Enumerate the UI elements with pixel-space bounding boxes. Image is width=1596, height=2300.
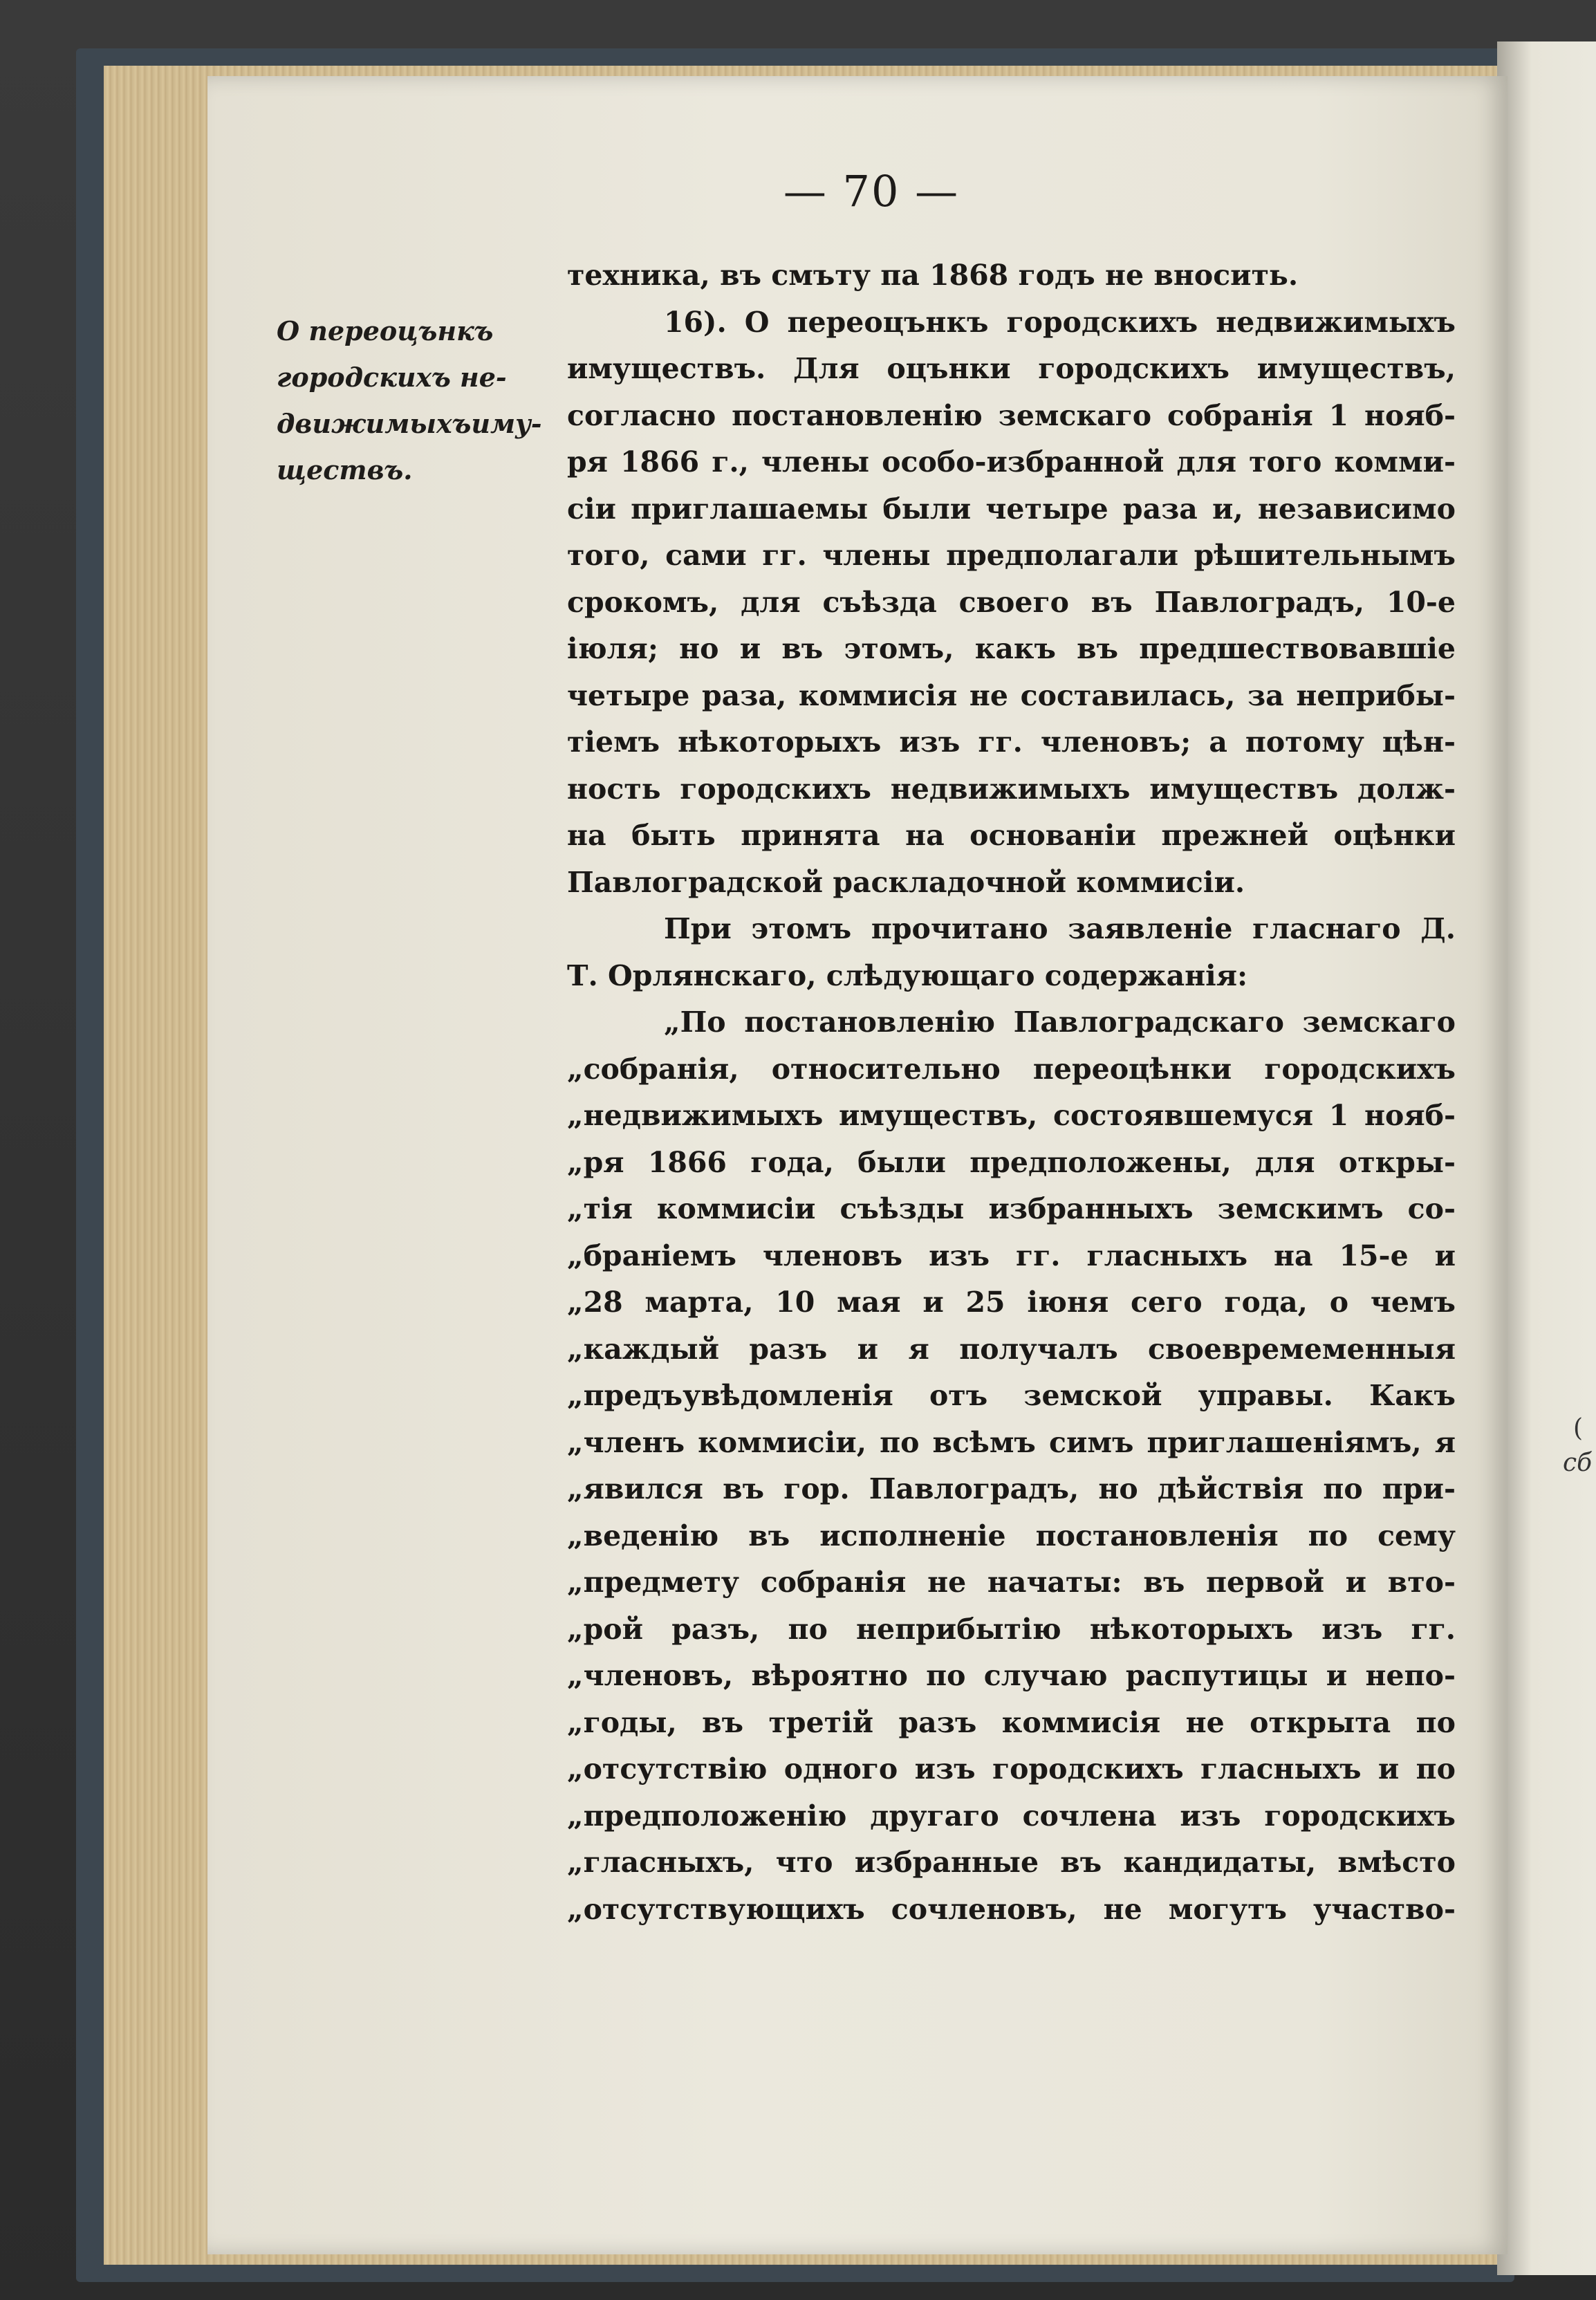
text-line: техника, въ смъту па 1868 годъ не вносить. [567,259,1299,292]
text-line: „28 марта, 10 мая и 25 іюня сего года, о чемъ [567,1286,1456,1319]
text-line: „годы, въ третій разъ коммисія не открыта по [567,1705,1456,1739]
text-line: „членъ коммисіи, по всѣмъ симъ приглашеніямъ, я [567,1425,1456,1459]
text-line: При этомъ прочитано заявленіе гласнаго Д. [664,912,1456,945]
text-line: Т. Орлянскаго, слѣдующаго содержанія: [567,958,1248,992]
text-line: „недвижимыхъ имуществъ, состоявшемуся 1 нояб- [567,1099,1456,1132]
text-line: „предположенію другаго сочлена изъ городскихъ [567,1799,1456,1833]
text-line: ность городскихъ недвижимыхъ имуществъ долж- [567,772,1456,806]
margin-note-line: городскихъ не- [277,362,507,393]
facing-page-mark: сб [1563,1449,1593,1477]
text-line: Павлоградской раскладочной коммисіи. [567,865,1245,899]
text-line: четыре раза, коммисія не составилась, за неприбы- [567,678,1456,712]
text-line: на быть принята на основаніи прежней оцѣнки [567,819,1456,852]
text-line: „отсутствующихъ сочленовъ, не могутъ участво- [567,1892,1456,1926]
text-line: „явился въ гор. Павлоградъ, но дѣйствія по при- [567,1472,1456,1505]
text-line: „членовъ, вѣроятно по случаю распутицы и непо- [567,1659,1456,1692]
text-line: „ря 1866 года, были предположены, для откры- [567,1145,1456,1179]
text-line: „По постановленію Павлоградскаго земскаго [664,1005,1456,1039]
text-line: „предъувѣдомленія отъ земской управы. Какъ [567,1379,1456,1412]
body-text [567,252,1456,1933]
text-line: „рой разъ, по неприбытію нѣкоторыхъ изъ гг. [567,1612,1456,1646]
margin-note-line: ществъ. [277,454,413,485]
text-line: срокомъ, для съѣзда своего въ Павлоградъ, 10-е [567,585,1456,619]
page-number: — 70 — [783,166,960,216]
text-line: „веденію въ исполненіе постановленія по сему [567,1519,1456,1552]
text-line: имуществъ. Для оцънки городскихъ имуществъ, [567,352,1456,385]
text-line: тіемъ нѣкоторыхъ изъ гг. членовъ; а потому цѣн- [567,725,1456,759]
facing-page-mark: ( [1573,1414,1584,1443]
margin-note-line: О переоцънкъ [277,315,494,346]
text-line: іюля; но и въ этомъ, какъ въ предшествовавшіе [567,632,1456,665]
text-line: „браніемъ членовъ изъ гг. гласныхъ на 15-е и [567,1239,1456,1272]
text-line: 16). О переоцънкъ городскихъ недвижимыхъ [664,305,1456,339]
text-line: „каждый разъ и я получалъ своевремеменныя [567,1332,1456,1366]
text-line: „собранія, относительно переоцѣнки городскихъ [567,1052,1456,1086]
text-line: согласно постановленію земскаго собранія 1 нояб- [567,398,1456,432]
text-line: того, сами гг. члены предполагали рѣшительнымъ [567,539,1456,572]
text-line: „гласныхъ, что избранные въ кандидаты, вмѣсто [567,1846,1456,1879]
text-line: сіи приглашаемы были четыре раза и, независимо [567,492,1456,526]
facing-page [1497,41,1596,2275]
margin-note-line: движимыхъиму- [277,408,542,439]
text-line: „отсутствію одного изъ городскихъ гласныхъ и по [567,1752,1456,1786]
text-line: „тія коммисіи съѣзды избранныхъ земскимъ со- [567,1192,1456,1225]
text-line: „предмету собранія не начаты: въ первой и вто- [567,1566,1456,1599]
margin-note [277,308,567,493]
text-line: ря 1866 г., члены особо-избранной для того комми- [567,445,1456,479]
